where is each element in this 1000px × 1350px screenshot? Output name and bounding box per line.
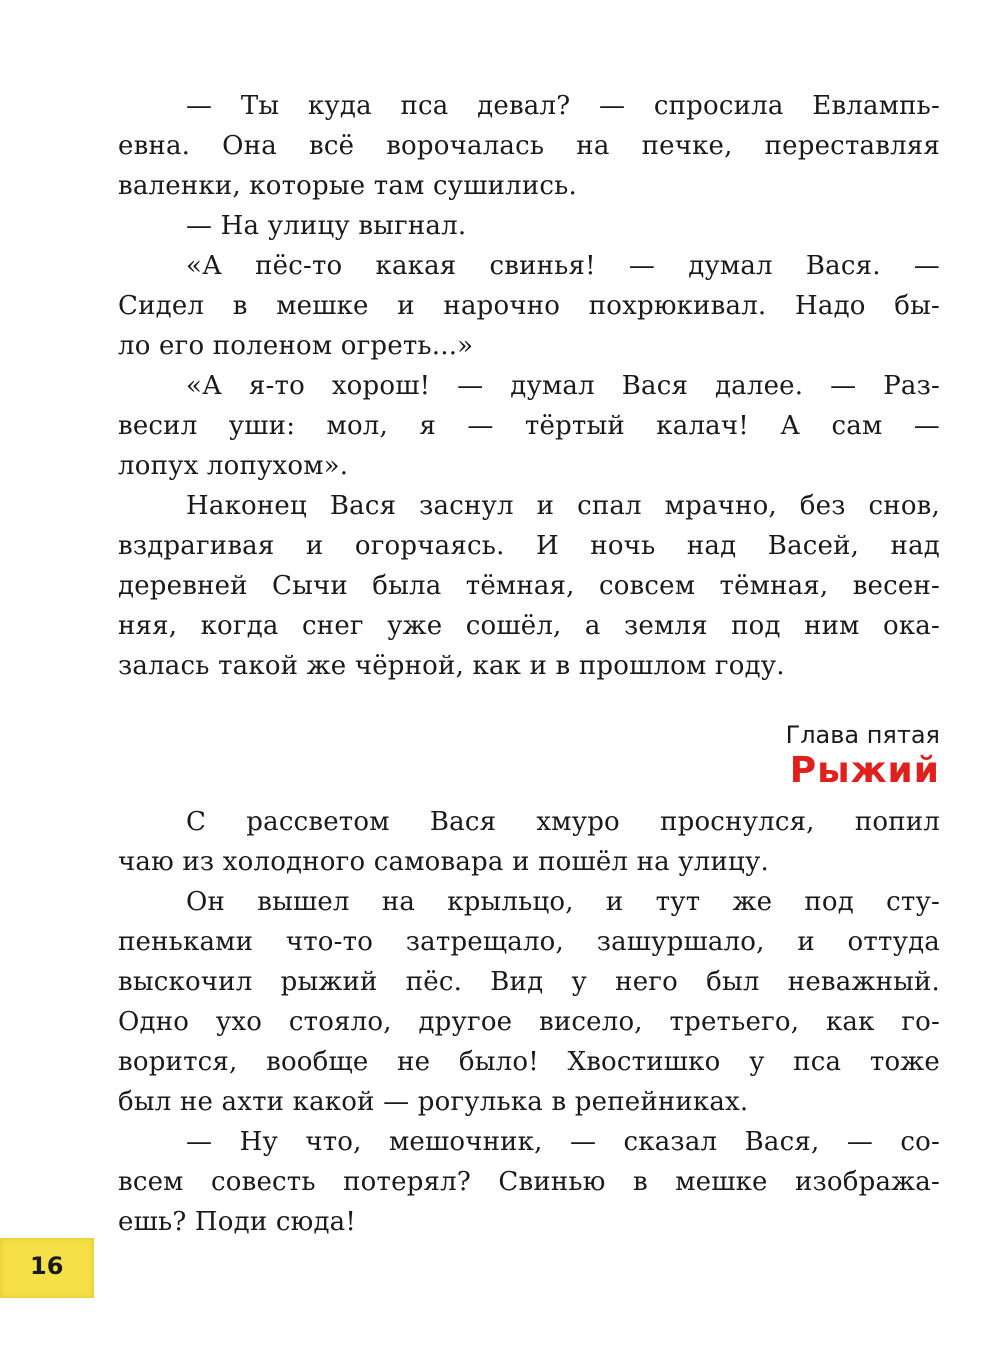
text-line: евна. Она всё ворочалась на печке, переставляя <box>118 131 940 161</box>
text-line: Он вышел на крыльцо, и тут же под сту- <box>186 887 940 917</box>
text-section-1 <box>118 86 940 686</box>
text-line: выскочил рыжий пёс. Вид у него был неважный. <box>118 967 940 997</box>
text-line: Наконец Вася заснул и спал мрачно, без снов, <box>186 491 940 521</box>
paragraph <box>118 882 940 1122</box>
paragraph <box>118 1122 940 1242</box>
text-line: Сидел в мешке и нарочно похрюкивал. Надо бы- <box>118 291 940 321</box>
text-line: «А пёс-то какая свинья! — думал Вася. — <box>186 251 940 281</box>
chapter-title: Рыжий <box>789 750 940 791</box>
page-number: 16 <box>30 1252 64 1280</box>
paragraph <box>118 206 940 246</box>
paragraph <box>118 802 940 882</box>
paragraph <box>118 366 940 486</box>
text-line: пеньками что-то затрещало, зашуршало, и оттуда <box>118 927 940 957</box>
text-line: вздрагивая и огорчаясь. И ночь над Васей, над <box>118 531 940 561</box>
text-line: ешь? Поди сюда! <box>118 1207 357 1237</box>
text-line: весил уши: мол, я — тёртый калач! А сам — <box>118 411 940 441</box>
text-line: валенки, которые там сушились. <box>118 171 577 201</box>
paragraph <box>118 486 940 686</box>
text-line: Одно ухо стояло, другое висело, третьего, как го- <box>118 1007 940 1037</box>
page-number-badge <box>0 1238 94 1298</box>
text-section-2 <box>118 802 940 1242</box>
text-line: ворится, вообще не было! Хвостишко у пса тоже <box>118 1047 940 1077</box>
paragraph <box>118 86 940 206</box>
text-line: лопух лопухом». <box>118 451 349 481</box>
text-line: С рассветом Вася хмуро проснулся, попил <box>186 807 940 837</box>
text-line: деревней Сычи была тёмная, совсем тёмная, весен- <box>118 571 940 601</box>
paragraph <box>118 246 940 366</box>
text-line: — Ты куда пса девал? — спросила Евлампь- <box>186 91 940 121</box>
page-body <box>118 86 940 1242</box>
text-line: — Ну что, мешочник, — сказал Вася, — со- <box>186 1127 940 1157</box>
text-line: залась такой же чёрной, как и в прошлом году. <box>118 651 785 681</box>
text-line: — На улицу выгнал. <box>186 211 467 241</box>
chapter-label: Глава пятая <box>785 721 940 749</box>
text-line: чаю из холодного самовара и пошёл на улицу. <box>118 847 769 877</box>
text-line: «А я-то хорош! — думал Вася далее. — Раз- <box>186 371 940 401</box>
text-line: всем совесть потерял? Свинью в мешке изобража- <box>118 1167 940 1197</box>
text-line: няя, когда снег уже сошёл, а земля под ним ока- <box>118 611 940 641</box>
text-line: был не ахти какой — рогулька в репейниках. <box>118 1087 749 1117</box>
text-line: ло его поленом огреть...» <box>118 331 474 361</box>
